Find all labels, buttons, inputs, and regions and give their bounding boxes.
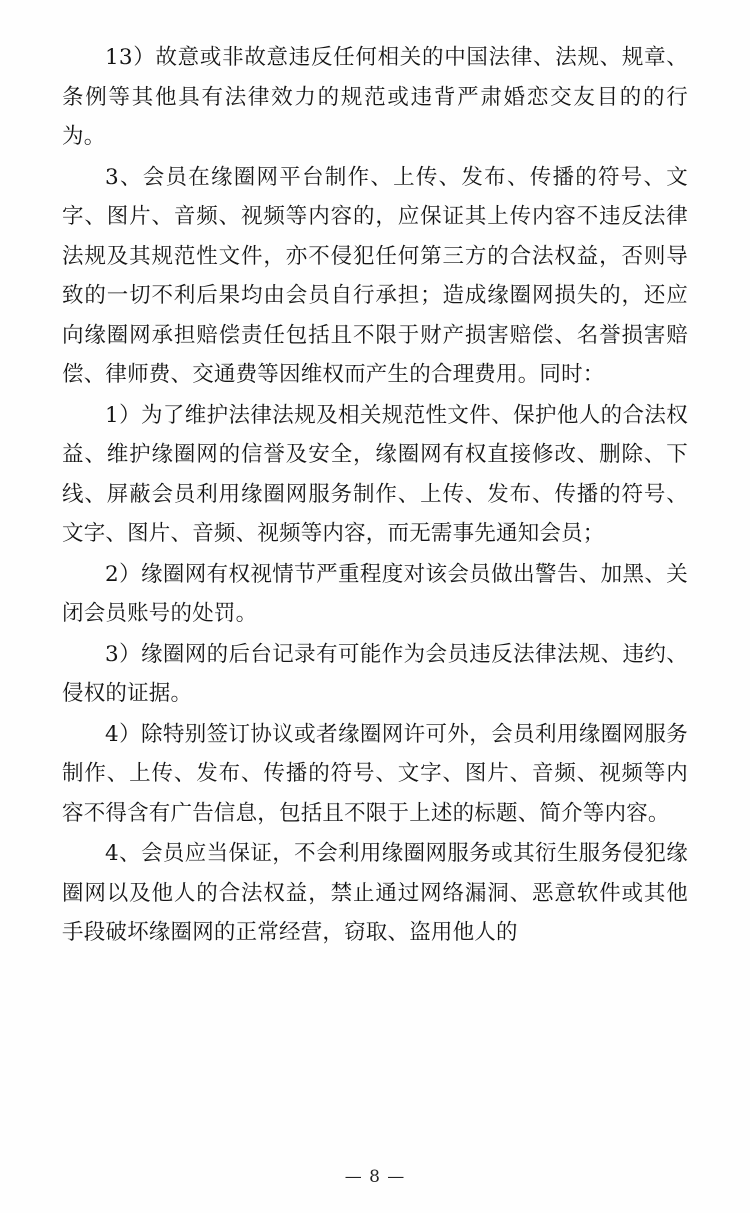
paragraph: 1）为了维护法律法规及相关规范性文件、保护他人的合法权益、维护缘圈网的信誉及安全，缘圈网有权直接修改、删除、下线、屏蔽会员利用缘圈网服务制作、上传、发布、传播的符号、文字、图片、音频、视频等内容，而无需事先通知会员； [62,402,688,546]
document-body [62,38,688,953]
paragraph: 13）故意或非故意违反任何相关的中国法律、法规、规章、条例等其他具有法律效力的规范或违背严肃婚恋交友目的的行为。 [62,45,688,149]
page-number: — 8 — [344,1167,406,1187]
paragraph: 4、会员应当保证，不会利用缘圈网服务或其衍生服务侵犯缘圈网以及他人的合法权益，禁止通过网络漏洞、恶意软件或其他手段破坏缘圈网的正常经营，窃取、盗用他人的 [62,841,688,945]
paragraph: 4）除特别签订协议或者缘圈网许可外，会员利用缘圈网服务制作、上传、发布、传播的符号、文字、图片、音频、视频等内容不得含有广告信息，包括且不限于上述的标题、简介等内容。 [62,721,688,826]
paragraph: 3、会员在缘圈网平台制作、上传、发布、传播的符号、文字、图片、音频、视频等内容的，应保证其上传内容不违反法律法规及其规范性文件，亦不侵犯任何第三方的合法权益，否则导致的一切不利后果均由会员自行承担；造成缘圈网损失的，还应向缘圈网承担赔偿责任包括且不限于财产损害赔偿、名誉损害赔偿、律师费、交通费等因维权而产生的合理费用。同时： [62,164,688,387]
paragraph: 2）缘圈网有权视情节严重程度对该会员做出警告、加黑、关闭会员账号的处罚。 [62,561,688,626]
paragraph: 3）缘圈网的后台记录有可能作为会员违反法律法规、违约、侵权的证据。 [62,641,688,706]
